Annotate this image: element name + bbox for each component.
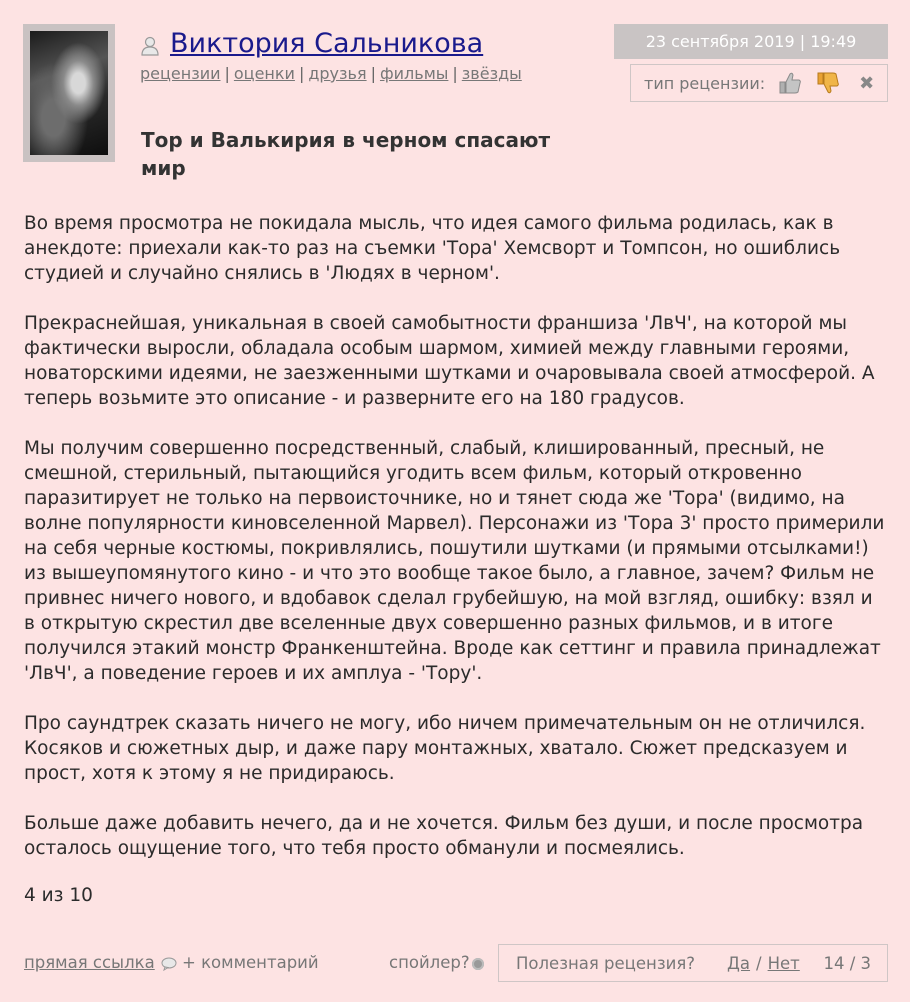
spoiler-dot-icon[interactable] (472, 958, 484, 970)
profile-link-stars[interactable]: звёзды (461, 64, 522, 83)
separator: | (224, 64, 230, 83)
vote-yes-link[interactable]: Да (727, 953, 751, 973)
separator: | (370, 64, 376, 83)
review-type-box (630, 64, 888, 102)
profile-link-reviews[interactable]: рецензии (140, 64, 221, 83)
review-paragraph: Больше даже добавить нечего, да и не хочется. Фильм без души, и после просмотра осталось ощущение того, что тебя просто обманули и посмеялись. (24, 813, 864, 859)
review-type-label: тип рецензии: (644, 73, 766, 93)
useful-review-box (498, 944, 888, 982)
review-paragraph: Прекраснейшая, уникальная в своей самобытности франшиза 'ЛвЧ', на которой мы фактически выросли, обладала особым шармом, химией между главными героями, новаторскими идеями, не заезженными шутками и очаровывала своей атмосферой. А теперь возьмите это описание - и разверните его на 180 градусов. (24, 313, 875, 409)
author-name-link[interactable]: Виктория Сальникова (170, 28, 484, 59)
avatar[interactable] (30, 31, 108, 155)
permalink-link[interactable]: прямая ссылка (24, 953, 155, 972)
separator: | (298, 64, 305, 83)
spoiler-label[interactable]: спойлер? (389, 953, 470, 972)
speech-bubble-icon (161, 957, 177, 971)
review-title: Тор и Валькирия в черном спасают мир (141, 128, 551, 180)
profile-link-ratings[interactable]: оценки (233, 64, 295, 83)
vote-no-link[interactable]: Нет (767, 953, 800, 973)
profile-link-friends[interactable]: друзья (308, 64, 367, 83)
profile-links (140, 64, 522, 83)
review-paragraph: Про саундтрек сказать ничего не могу, ибо ничем примечательным он не отличился. Косяков и сюжетных дыр, и даже пару монтажных, хватало. Сюжет предсказуем и прост, хотя к этому я не придираюсь. (24, 713, 866, 784)
review-date: 23 сентября 2019 | 19:49 (614, 24, 888, 59)
review-paragraph: Мы получим совершенно посредственный, слабый, клишированный, пресный, не смешной, стерильный, пытающийся угодить всем фильм, который откровенно паразитирует не только на первоисточнике, но и тянет сюда же 'Тора' (видимо, на волне популярности киновселенной Марвел). Персонажи из 'Тора 3' просто примерили на себя черные костюмы, покривлялись, пошутили шутками (и прямыми отсылками!) из вышеупомянутого кино - и что это вообще такое было, а главное, зачем? Фильм не привнес ничего нового, и вдобавок сделал грубейшую, на мой взгляд, ошибку: взял и в открытую скрестил две вселенные двух совершенно разных фильмов, и в итоге получился этакий монстр Франкенштейна. Вроде как сеттинг и правила принадлежат 'ЛвЧ', а поведение героев и их амплуа - 'Тору'. (24, 438, 885, 684)
avatar-frame[interactable] (23, 24, 115, 162)
vote-count: 14 / 3 (823, 953, 871, 973)
review-rating: 4 из 10 (24, 885, 93, 906)
profile-link-films[interactable]: фильмы (379, 64, 449, 83)
useful-question: Полезная рецензия? (516, 953, 696, 973)
vote-separator: / (756, 953, 762, 973)
user-icon (140, 36, 160, 56)
review-body (24, 211, 888, 886)
close-icon[interactable]: ✖ (859, 72, 875, 94)
add-comment-link[interactable]: + комментарий (182, 953, 319, 972)
separator: | (452, 64, 458, 83)
thumb-down-icon[interactable] (815, 70, 841, 96)
thumb-up-icon[interactable] (777, 70, 803, 96)
review-paragraph: Во время просмотра не покидала мысль, что идея самого фильма родилась, как в анекдоте: приехали как-то раз на съемки 'Тора' Хемсворт и Томпсон, но ошиблись студией и случайно снялись в 'Людях в черном'. (24, 213, 841, 284)
